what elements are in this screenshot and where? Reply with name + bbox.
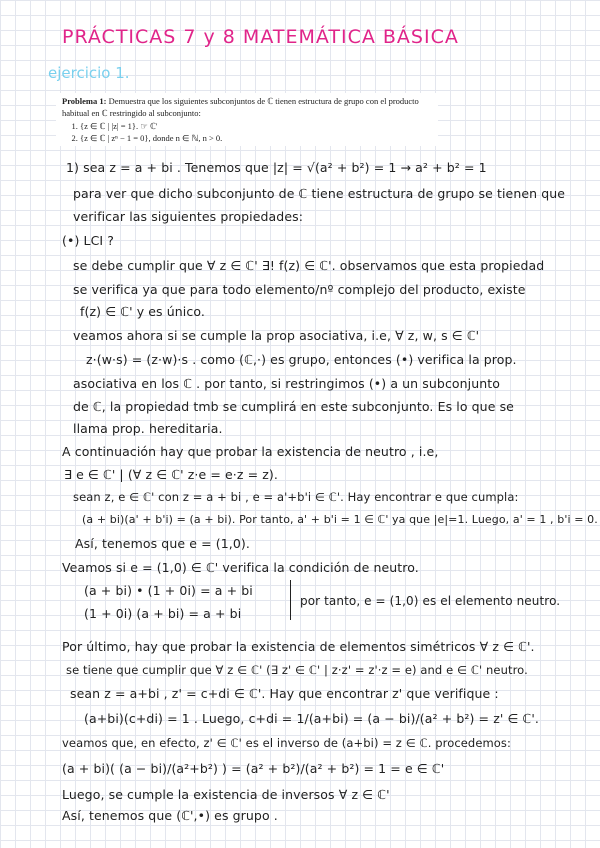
note-line: veamos que, en efecto, z' ∈ ℂ' es el inverso de (a+bi) = z ∈ ℂ. procedemos: — [62, 736, 512, 750]
note-line: asociativa en los ℂ . por tanto, si restringimos (•) a un subconjunto — [73, 376, 501, 391]
note-line: (•) LCI ? — [62, 233, 114, 248]
note-line: ∃ e ∈ ℂ' | (∀ z ∈ ℂ' z·e = e·z = z). — [64, 467, 278, 482]
note-line: veamos ahora si se cumple la prop asociativa, i.e, ∀ z, w, s ∈ ℂ' — [73, 328, 480, 343]
note-line: sean z, e ∈ ℂ' con z = a + bi , e = a'+b'i ∈ ℂ'. Hay encontrar e que cumpla: — [73, 490, 519, 504]
note-line: z·(w·s) = (z·w)·s . como (ℂ,·) es grupo, entonces (•) verifica la prop. — [86, 352, 517, 367]
problem-text: Demuestra que los siguientes subconjuntos de ℂ tienen estructura de grupo con el producto habitual en ℂ restringido al subconjunto: — [62, 96, 419, 118]
note-line: se debe cumplir que ∀ z ∈ ℂ' ∃! f(z) ∈ ℂ'. observamos que esta propiedad — [73, 258, 545, 273]
note-line: para ver que dicho subconjunto de ℂ tiene estructura de grupo se tienen que — [73, 186, 566, 201]
page-title: PRÁCTICAS 7 y 8 MATEMÁTICA BÁSICA — [62, 26, 459, 48]
note-line: f(z) ∈ ℂ' y es único. — [80, 304, 205, 319]
note-line: Así, tenemos que e = (1,0). — [75, 536, 250, 551]
note-line: verificar las siguientes propiedades: — [73, 209, 304, 224]
brace-divider — [290, 580, 294, 620]
problem-statement — [56, 93, 438, 146]
note-line: se verifica ya que para todo elemento/nº complejo del producto, existe — [73, 282, 526, 297]
equation-line: (a + bi) • (1 + 0i) = a + bi — [84, 583, 253, 598]
note-line: Veamos si e = (1,0) ∈ ℂ' verifica la condición de neutro. — [62, 560, 419, 575]
problem-label: Problema 1: — [62, 96, 107, 106]
note-line: llama prop. hereditaria. — [73, 421, 223, 436]
note-line: por tanto, e = (1,0) es el elemento neutro. — [300, 594, 561, 608]
problem-list — [62, 120, 432, 144]
equation-line: (1 + 0i) (a + bi) = a + bi — [84, 606, 242, 621]
note-line: se tiene que cumplir que ∀ z ∈ ℂ' (∃ z' ∈ ℂ' | z·z' = z'·z = e) and e ∈ ℂ' neutro. — [66, 663, 528, 677]
exercise-heading: ejercicio 1. — [48, 64, 130, 82]
equation-line: (a+bi)(c+di) = 1 . Luego, c+di = 1/(a+bi) = (a − bi)/(a² + b²) = z' ∈ ℂ'. — [84, 711, 539, 726]
note-line: de ℂ, la propiedad tmb se cumplirá en este subconjunto. Es lo que se — [73, 399, 514, 414]
note-line: Por último, hay que probar la existencia de elementos simétricos ∀ z ∈ ℂ'. — [62, 639, 535, 654]
note-line: Luego, se cumple la existencia de inversos ∀ z ∈ ℂ' — [62, 787, 390, 802]
problem-item-1: 1. {z ∈ ℂ | |z| = 1}. ☞ ℂ' — [80, 120, 432, 132]
note-line: Así, tenemos que (ℂ',•) es grupo . — [62, 808, 278, 823]
note-line: A continuación hay que probar la existencia de neutro , i.e, — [62, 444, 439, 459]
note-line: 1) sea z = a + bi . Tenemos que |z| = √(a² + b²) = 1 → a² + b² = 1 — [66, 160, 487, 175]
problem-item-2: 2. {z ∈ ℂ | zⁿ − 1 = 0}, donde n ∈ ℕ, n > 0. — [80, 132, 432, 144]
note-line: (a + bi)(a' + b'i) = (a + bi). Por tanto, a' + b'i = 1 ∈ ℂ' ya que |e|=1. Luego, a' = 1 , b'i = 0. — [82, 513, 598, 526]
note-line: sean z = a+bi , z' = c+di ∈ ℂ'. Hay que encontrar z' que verifique : — [70, 686, 499, 701]
equation-line: (a + bi)( (a − bi)/(a²+b²) ) = (a² + b²)/(a² + b²) = 1 = e ∈ ℂ' — [62, 761, 445, 776]
